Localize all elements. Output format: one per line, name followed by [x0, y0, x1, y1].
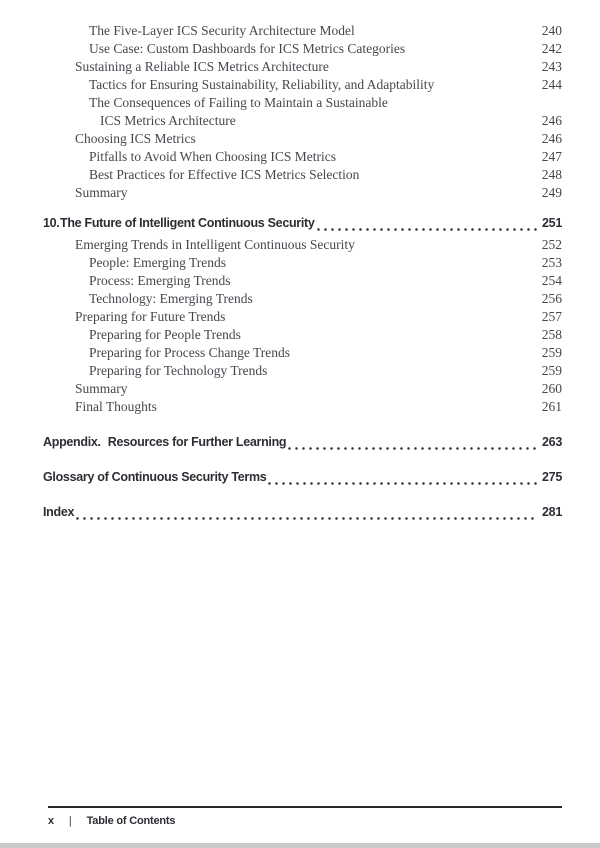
toc-section-entry — [43, 273, 562, 291]
toc-entry-page: 275 — [542, 470, 562, 484]
toc-entry-page: 244 — [541, 77, 562, 92]
toc-entry-label: Choosing ICS Metrics — [75, 131, 196, 146]
toc-backmatter-entry — [43, 505, 562, 523]
toc-section-entry — [43, 327, 562, 345]
toc-section-entry — [43, 95, 562, 113]
toc-section-entry — [43, 237, 562, 255]
toc-section-entry — [43, 345, 562, 363]
toc-entry-page: 248 — [541, 167, 562, 182]
toc-entry-page: 256 — [541, 291, 562, 306]
toc-entry-page: 259 — [541, 363, 562, 378]
toc-entry-label: Preparing for Future Trends — [75, 309, 226, 324]
toc-entry-page: 243 — [541, 59, 562, 74]
toc-section-entry — [43, 113, 562, 131]
toc-chapter-entry — [43, 216, 562, 234]
footer-separator: | — [68, 815, 72, 827]
toc-section-entry — [43, 185, 562, 203]
toc-entry-page: 246 — [541, 131, 562, 146]
toc-entry-label: Glossary of Continuous Security Terms — [43, 470, 267, 484]
toc-entry-page: 253 — [541, 255, 562, 270]
toc-entry-label: Summary — [75, 381, 128, 396]
toc-section-entry — [43, 149, 562, 167]
toc-entry-label: Preparing for Process Change Trends — [89, 345, 290, 360]
footer-page-number: x — [48, 815, 54, 827]
toc-entry-page: 254 — [541, 273, 562, 288]
toc-section-entry — [43, 309, 562, 327]
toc-entry-label: Best Practices for Effective ICS Metrics Selection — [89, 167, 360, 182]
toc-entry-label: The Future of Intelligent Continuous Security — [60, 216, 315, 230]
toc-section-entry — [43, 255, 562, 273]
scan-edge-strip — [0, 843, 600, 848]
toc-section-entry — [43, 23, 562, 41]
toc-entry-page: 246 — [541, 113, 562, 128]
toc-entry-label: Resources for Further Learning — [107, 435, 287, 449]
toc-section-entry — [43, 381, 562, 399]
toc-entry-page: 260 — [541, 381, 562, 396]
toc-entry-label: Process: Emerging Trends — [89, 273, 231, 288]
toc-section-entry — [43, 41, 562, 59]
toc-section-entry — [43, 131, 562, 149]
toc-entry-page: 240 — [541, 23, 562, 38]
toc-entry-label: Preparing for People Trends — [89, 327, 241, 342]
toc-section-entry — [43, 363, 562, 381]
toc-backmatter-entry — [43, 470, 562, 488]
toc-section-entry — [43, 59, 562, 77]
toc-entry-number: Appendix. — [43, 435, 101, 449]
toc-entry-page: 249 — [541, 185, 562, 200]
toc-entry-label: Pitfalls to Avoid When Choosing ICS Metrics — [89, 149, 337, 164]
dot-leader — [268, 482, 537, 485]
toc-entry-label: Preparing for Technology Trends — [89, 363, 268, 378]
dot-leader — [317, 228, 537, 231]
toc-entry-label: The Consequences of Failing to Maintain a Sustainable — [89, 95, 388, 110]
toc-entry-label: Technology: Emerging Trends — [89, 291, 253, 306]
toc-entry-number: 10. — [43, 216, 60, 230]
toc-entry-label: Index — [43, 505, 75, 519]
toc-entry-label: Use Case: Custom Dashboards for ICS Metrics Categories — [89, 41, 406, 56]
toc-entry-page: 252 — [541, 237, 562, 252]
toc-entry-label: People: Emerging Trends — [89, 255, 227, 270]
footer-section-title: Table of Contents — [86, 815, 176, 827]
toc-section-entry — [43, 291, 562, 309]
toc-entry-label: Tactics for Ensuring Sustainability, Reliability, and Adaptability — [89, 77, 435, 92]
toc-entry-page: 259 — [541, 345, 562, 360]
toc-entry-page: 281 — [542, 505, 562, 519]
toc-entry-label: ICS Metrics Architecture — [100, 113, 236, 128]
toc-backmatter-entry — [43, 435, 562, 453]
toc-entry-label: Summary — [75, 185, 128, 200]
toc-entry-page: 263 — [542, 435, 562, 449]
page-footer — [48, 806, 562, 827]
toc-entry-page: 247 — [541, 149, 562, 164]
toc-section-entry — [43, 399, 562, 417]
toc-entry-label: Final Thoughts — [75, 399, 157, 414]
toc-entry-label: Sustaining a Reliable ICS Metrics Architecture — [75, 59, 329, 74]
dot-leader — [288, 447, 537, 450]
dot-leader — [76, 517, 537, 520]
toc-section-entry — [43, 167, 562, 185]
toc-entry-page: 251 — [542, 216, 562, 230]
toc-entry-label: The Five-Layer ICS Security Architecture Model — [89, 23, 355, 38]
table-of-contents — [43, 23, 562, 523]
toc-section-entry — [43, 77, 562, 95]
toc-entry-label: Emerging Trends in Intelligent Continuous Security — [75, 237, 355, 252]
toc-entry-page: 261 — [541, 399, 562, 414]
toc-entry-page: 257 — [541, 309, 562, 324]
toc-entry-page: 242 — [541, 41, 562, 56]
toc-entry-page: 258 — [541, 327, 562, 342]
